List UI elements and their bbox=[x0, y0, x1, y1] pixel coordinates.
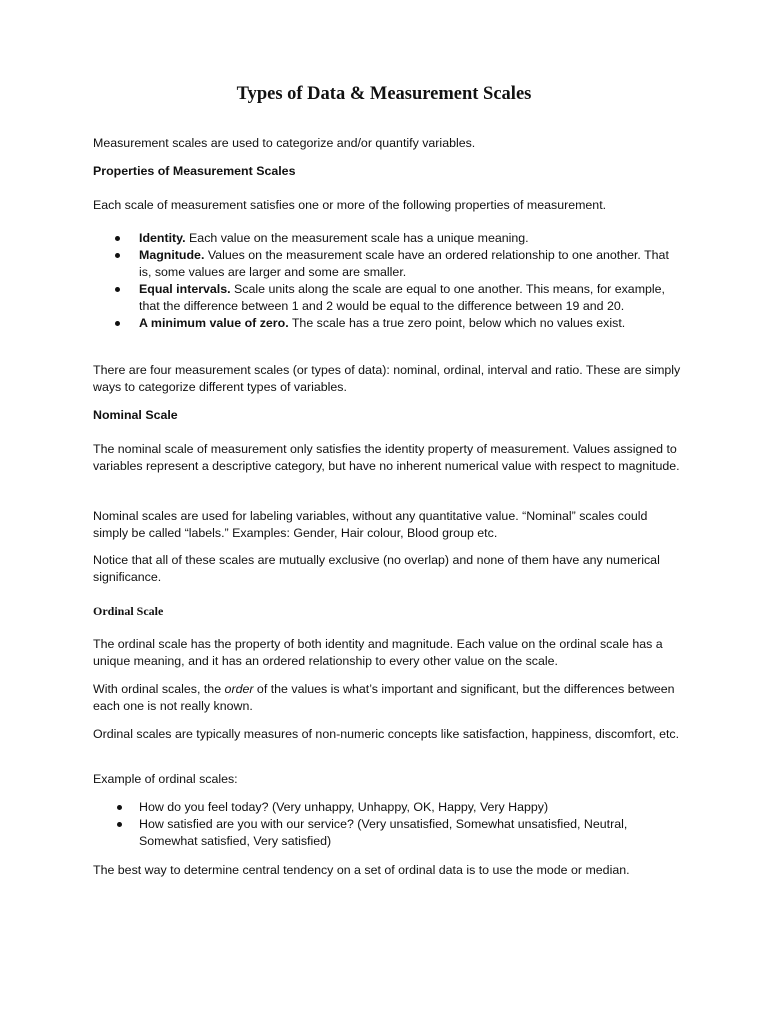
example-text: How do you feel today? (Very unhappy, Unhappy, OK, Happy, Very Happy) bbox=[139, 800, 549, 814]
ordinal-p2-emphasis: order bbox=[224, 682, 254, 696]
bullet-icon bbox=[115, 321, 120, 326]
property-term: A minimum value of zero. bbox=[139, 316, 289, 330]
bullet-icon bbox=[115, 236, 120, 241]
document-title: Types of Data & Measurement Scales bbox=[236, 84, 532, 104]
list-item-example bbox=[93, 816, 673, 850]
ordinal-paragraph-3: Ordinal scales are typically measures of non-numeric concepts like satisfaction, happiness, discomfort, etc. bbox=[93, 727, 680, 741]
properties-list bbox=[93, 230, 673, 332]
properties-heading: Properties of Measurement Scales bbox=[93, 164, 296, 178]
list-item-minimum-zero bbox=[93, 315, 673, 332]
bullet-icon bbox=[115, 287, 120, 292]
ordinal-heading: Ordinal Scale bbox=[93, 604, 164, 618]
properties-intro: Each scale of measurement satisfies one or more of the following properties of measurement. bbox=[93, 198, 607, 212]
bullet-icon bbox=[115, 253, 120, 258]
ordinal-paragraph-2 bbox=[93, 681, 683, 715]
property-text: Values on the measurement scale have an ordered relationship to one another. That is, some values are larger and some are smaller. bbox=[139, 248, 669, 279]
intro-paragraph: Measurement scales are used to categorize and/or quantify variables. bbox=[93, 136, 476, 150]
bullet-icon bbox=[117, 805, 122, 810]
nominal-paragraph-2: Nominal scales are used for labeling variables, without any quantitative value. “Nominal” scales could simply be called “labels.” Examples: Gender, Hair colour, Blood group etc. bbox=[93, 509, 648, 540]
nominal-heading: Nominal Scale bbox=[93, 408, 178, 422]
nominal-paragraph-3: Notice that all of these scales are mutually exclusive (no overlap) and none of them have any numerical significance. bbox=[93, 553, 660, 584]
four-scales-paragraph: There are four measurement scales (or types of data): nominal, ordinal, interval and ratio. These are simply ways to categorize different types of variables. bbox=[93, 363, 681, 394]
list-item-equal-intervals bbox=[93, 281, 673, 315]
ordinal-paragraph-1: The ordinal scale has the property of both identity and magnitude. Each value on the ordinal scale has a unique meaning, and it has an ordered relationship to every other value on the scale. bbox=[93, 637, 663, 668]
central-tendency-paragraph: The best way to determine central tendency on a set of ordinal data is to use the mode or median. bbox=[93, 863, 630, 877]
property-term: Magnitude. bbox=[139, 248, 205, 262]
example-text: How satisfied are you with our service? (Very unsatisfied, Somewhat unsatisfied, Neutral, Somewhat satisfied, Very satisfied) bbox=[139, 817, 628, 848]
property-text: Each value on the measurement scale has a unique meaning. bbox=[185, 231, 529, 245]
list-item-example bbox=[93, 799, 673, 816]
property-term: Equal intervals. bbox=[139, 282, 231, 296]
ordinal-p2-after: of the values is what’s important and significant, but the differences between each one is not really known. bbox=[93, 682, 675, 713]
ordinal-examples-label: Example of ordinal scales: bbox=[93, 772, 238, 786]
property-text: The scale has a true zero point, below which no values exist. bbox=[288, 316, 626, 330]
list-item-magnitude bbox=[93, 247, 673, 281]
ordinal-p2-before: With ordinal scales, the bbox=[93, 682, 225, 696]
property-text: Scale units along the scale are equal to one another. This means, for example, that the difference between 1 and 2 would be equal to the difference between 19 and 20. bbox=[139, 282, 665, 313]
bullet-icon bbox=[117, 822, 122, 827]
ordinal-examples-list bbox=[93, 799, 673, 850]
list-item-identity bbox=[93, 230, 673, 247]
nominal-paragraph-1: The nominal scale of measurement only satisfies the identity property of measurement. Values assigned to variables represent a descriptive category, but have no inherent numerical value with respect to magnitude. bbox=[93, 442, 680, 473]
property-term: Identity. bbox=[139, 231, 186, 245]
